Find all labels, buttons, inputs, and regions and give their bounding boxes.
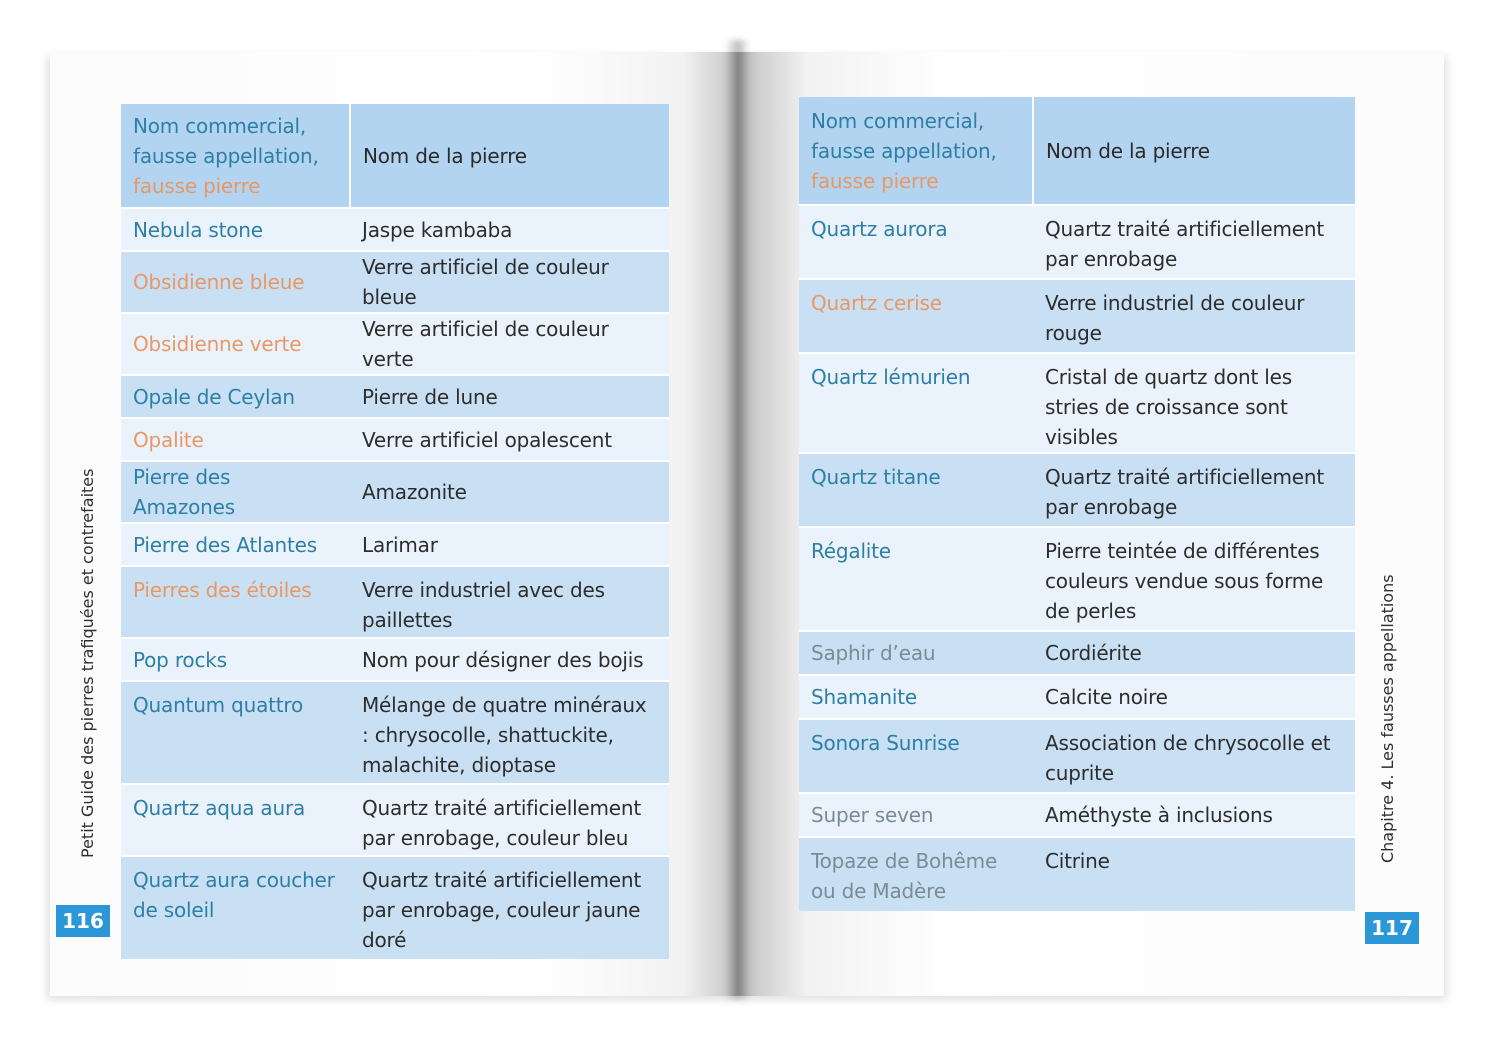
table-row [799, 279, 1355, 353]
stone-name-cell: Larimar [350, 523, 669, 566]
stone-name-cell: Quartz traité artificiellement par enrobage [1033, 453, 1355, 527]
table-row [799, 631, 1355, 675]
table-row [121, 418, 669, 461]
table-row [799, 793, 1355, 837]
commercial-name-cell: Pierre des Amazones [121, 461, 350, 523]
commercial-name-cell: Shamanite [799, 675, 1033, 719]
stone-name-cell: Pierre de lune [350, 375, 669, 418]
table-row [799, 837, 1355, 911]
running-title-right: Chapitre 4. Les fausses appellations [1378, 574, 1397, 863]
stone-name-cell: Cordiérite [1033, 631, 1355, 675]
stone-name-cell: Amazonite [350, 461, 669, 523]
table-row [121, 856, 669, 959]
stone-name-cell: Cristal de quartz dont les stries de croissance sont visibles [1033, 353, 1355, 453]
commercial-name-cell: Quartz lémurien [799, 353, 1033, 453]
stone-name-cell: Verre industriel de couleur rouge [1033, 279, 1355, 353]
table-row [121, 461, 669, 523]
commercial-name-cell: Obsidienne verte [121, 313, 350, 375]
stone-name-cell: Association de chrysocolle et cuprite [1033, 719, 1355, 793]
table-row [121, 784, 669, 856]
commercial-name-cell: Quantum quattro [121, 681, 350, 784]
stone-name-cell: Quartz traité artificiellement par enrobage, couleur bleu [350, 784, 669, 856]
stone-name-cell: Verre artificiel de couleur bleue [350, 251, 669, 313]
commercial-name-cell: Régalite [799, 527, 1033, 631]
stone-name-cell: Quartz traité artificiellement par enrobage, couleur jaune doré [350, 856, 669, 959]
stone-name-cell: Verre artificiel opalescent [350, 418, 669, 461]
commercial-name-cell: Obsidienne bleue [121, 251, 350, 313]
stone-name-cell: Améthyste à inclusions [1033, 793, 1355, 837]
commercial-name-cell: Quartz aurora [799, 205, 1033, 279]
header-commercial-name: Nom commercial, fausse appellation, fausse pierre [121, 104, 350, 208]
stone-name-cell: Pierre teintée de différentes couleurs vendue sous forme de perles [1033, 527, 1355, 631]
table-row [799, 453, 1355, 527]
commercial-name-cell: Super seven [799, 793, 1033, 837]
commercial-name-cell: Pierre des Atlantes [121, 523, 350, 566]
header-stone-name: Nom de la pierre [350, 104, 669, 208]
stone-name-cell: Jaspe kambaba [350, 208, 669, 251]
stone-name-cell: Verre artificiel de couleur verte [350, 313, 669, 375]
commercial-name-cell: Quartz cerise [799, 279, 1033, 353]
book-spine-shadow [725, 40, 749, 1000]
header-stone-name: Nom de la pierre [1033, 97, 1355, 205]
table-row [121, 375, 669, 418]
stone-name-cell: Calcite noire [1033, 675, 1355, 719]
table-row [799, 675, 1355, 719]
commercial-name-cell: Opalite [121, 418, 350, 461]
table-row [121, 566, 669, 638]
right-table [799, 97, 1355, 911]
commercial-name-cell: Quartz aqua aura [121, 784, 350, 856]
header-commercial-name: Nom commercial, fausse appellation, fausse pierre [799, 97, 1033, 205]
commercial-name-cell: Nebula stone [121, 208, 350, 251]
page-number-left: 116 [56, 905, 110, 937]
table-header-row [799, 97, 1355, 205]
commercial-name-cell: Quartz aura coucher de soleil [121, 856, 350, 959]
commercial-name-cell: Pop rocks [121, 638, 350, 681]
left-table [121, 104, 669, 959]
stone-name-cell: Citrine [1033, 837, 1355, 911]
stone-name-cell: Nom pour désigner des bojis [350, 638, 669, 681]
table-row [121, 313, 669, 375]
commercial-name-cell: Sonora Sunrise [799, 719, 1033, 793]
commercial-name-cell: Saphir d’eau [799, 631, 1033, 675]
table-row [121, 523, 669, 566]
stone-name-cell: Quartz traité artificiellement par enrobage [1033, 205, 1355, 279]
stone-name-cell: Verre industriel avec des paillettes [350, 566, 669, 638]
table-header-row [121, 104, 669, 208]
table-row [121, 638, 669, 681]
table-row [799, 205, 1355, 279]
commercial-name-cell: Quartz titane [799, 453, 1033, 527]
table-row [799, 353, 1355, 453]
commercial-name-cell: Pierres des étoiles [121, 566, 350, 638]
commercial-name-cell: Opale de Ceylan [121, 375, 350, 418]
page-number-right: 117 [1365, 912, 1419, 944]
running-title-left: Petit Guide des pierres trafiquées et contrefaites [78, 468, 97, 858]
table-row [121, 208, 669, 251]
commercial-name-cell: Topaze de Bohême ou de Madère [799, 837, 1033, 911]
table-row [799, 527, 1355, 631]
table-row [121, 251, 669, 313]
stone-name-cell: Mélange de quatre minéraux : chrysocolle, shattuckite, malachite, dioptase [350, 681, 669, 784]
table-row [121, 681, 669, 784]
table-row [799, 719, 1355, 793]
